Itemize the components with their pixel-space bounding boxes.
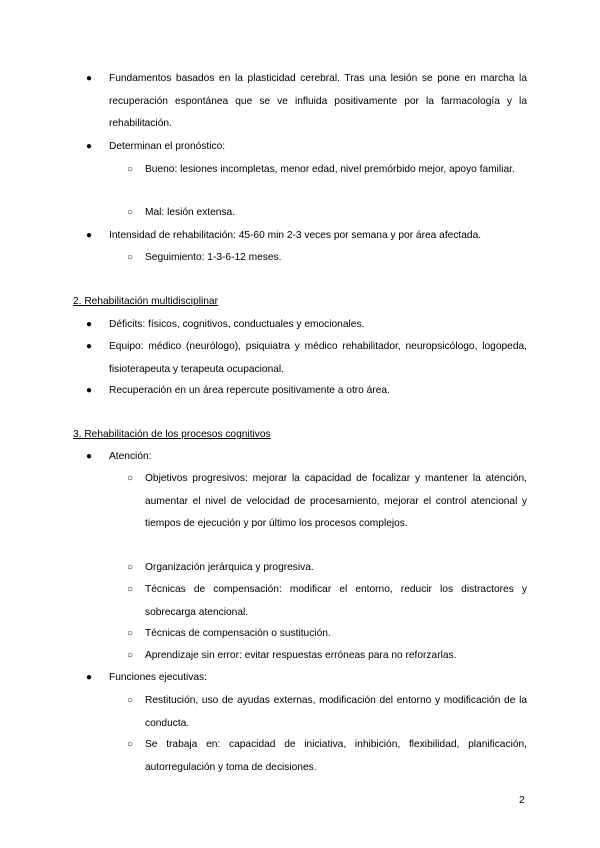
list-item-text: Se trabaja en: capacidad de iniciativa, inhibición, flexibilidad, planificación, autorregulación y toma de decisiones. (145, 739, 527, 773)
list-item (127, 159, 527, 182)
list-item-text: Seguimiento: 1-3-6-12 meses. (145, 252, 282, 263)
bullet-icon: ○ (127, 562, 134, 573)
list-item-text: Aprendizaje sin error: evitar respuestas erróneas para no reforzarlas. (145, 650, 457, 661)
list-item-text: Bueno: lesiones incompletas, menor edad, nivel premórbido mejor, apoyo familiar. (145, 164, 515, 175)
bullet-icon: ● (86, 319, 93, 330)
list-item (86, 667, 527, 690)
section-heading: 3. Rehabilitación de los procesos cognitivos (73, 429, 271, 440)
list-item-text: Déficits: físicos, cognitivos, conductuales y emocionales. (109, 319, 365, 330)
bullet-icon: ● (86, 141, 93, 152)
list-item-text: Intensidad de rehabilitación: 45-60 min 2-3 veces por semana y por área afectada. (109, 230, 482, 241)
list-item-text: Determinan el pronóstico: (109, 141, 226, 152)
list-item (127, 557, 527, 580)
list-item (86, 136, 527, 159)
list-item-text: Funciones ejecutivas: (109, 672, 207, 683)
list-item-text: Recuperación en un área repercute positivamente a otro área. (109, 385, 390, 396)
list-item (86, 336, 527, 381)
list-item (86, 314, 527, 337)
list-item (127, 202, 527, 225)
page-number: 2 (519, 794, 525, 806)
list-item (127, 247, 527, 270)
list-item (86, 446, 527, 469)
list-item (127, 645, 527, 668)
bullet-icon: ● (86, 341, 93, 352)
bullet-icon: ● (86, 230, 93, 241)
section-heading: 2. Rehabilitación multidisciplinar (73, 296, 218, 307)
list-item-text: Restitución, uso de ayudas externas, modificación del entorno y modificación de la conducta. (145, 695, 527, 729)
list-item (127, 468, 527, 536)
list-item-text: Fundamentos basados en la plasticidad cerebral. Tras una lesión se pone en marcha la recuperación espontánea que se ve influida positivamente por la farmacología y la rehabilitación. (109, 73, 527, 129)
bullet-icon: ○ (127, 739, 134, 750)
bullet-icon: ○ (127, 650, 134, 661)
bullet-icon: ○ (127, 252, 134, 263)
bullet-icon: ● (86, 451, 93, 462)
bullet-icon: ● (86, 672, 93, 683)
list-item (86, 68, 527, 136)
list-item-text: Equipo: médico (neurólogo), psiquiatra y médico rehabilitador, neuropsicólogo, logopeda, fisioterapeuta y terapeuta ocupacional. (109, 341, 527, 375)
list-item (127, 690, 527, 735)
list-item (127, 734, 527, 779)
bullet-icon: ○ (127, 695, 134, 706)
list-item-text: Técnicas de compensación o sustitución. (145, 628, 331, 639)
bullet-icon: ● (86, 385, 93, 396)
list-item (86, 380, 527, 403)
list-item (127, 623, 527, 646)
list-item-text: Organización jerárquica y progresiva. (145, 562, 314, 573)
list-item-text: Objetivos progresivos: mejorar la capacidad de focalizar y mantener la atención, aumentar el nivel de velocidad de procesamiento, mejorar el control atencional y tiempos de ejecución y por último los procesos complejos. (145, 473, 527, 529)
list-item-text: Técnicas de compensación: modificar el entorno, reducir los distractores y sobrecarga atencional. (145, 584, 527, 618)
bullet-icon: ○ (127, 164, 134, 175)
list-item-text: Mal: lesión extensa. (145, 207, 236, 218)
bullet-icon: ○ (127, 584, 134, 595)
bullet-icon: ○ (127, 473, 134, 484)
bullet-icon: ○ (127, 628, 134, 639)
list-item-text: Atención: (109, 451, 152, 462)
bullet-icon: ○ (127, 207, 134, 218)
bullet-icon: ● (86, 73, 93, 84)
list-item (127, 579, 527, 624)
list-item (86, 225, 527, 248)
